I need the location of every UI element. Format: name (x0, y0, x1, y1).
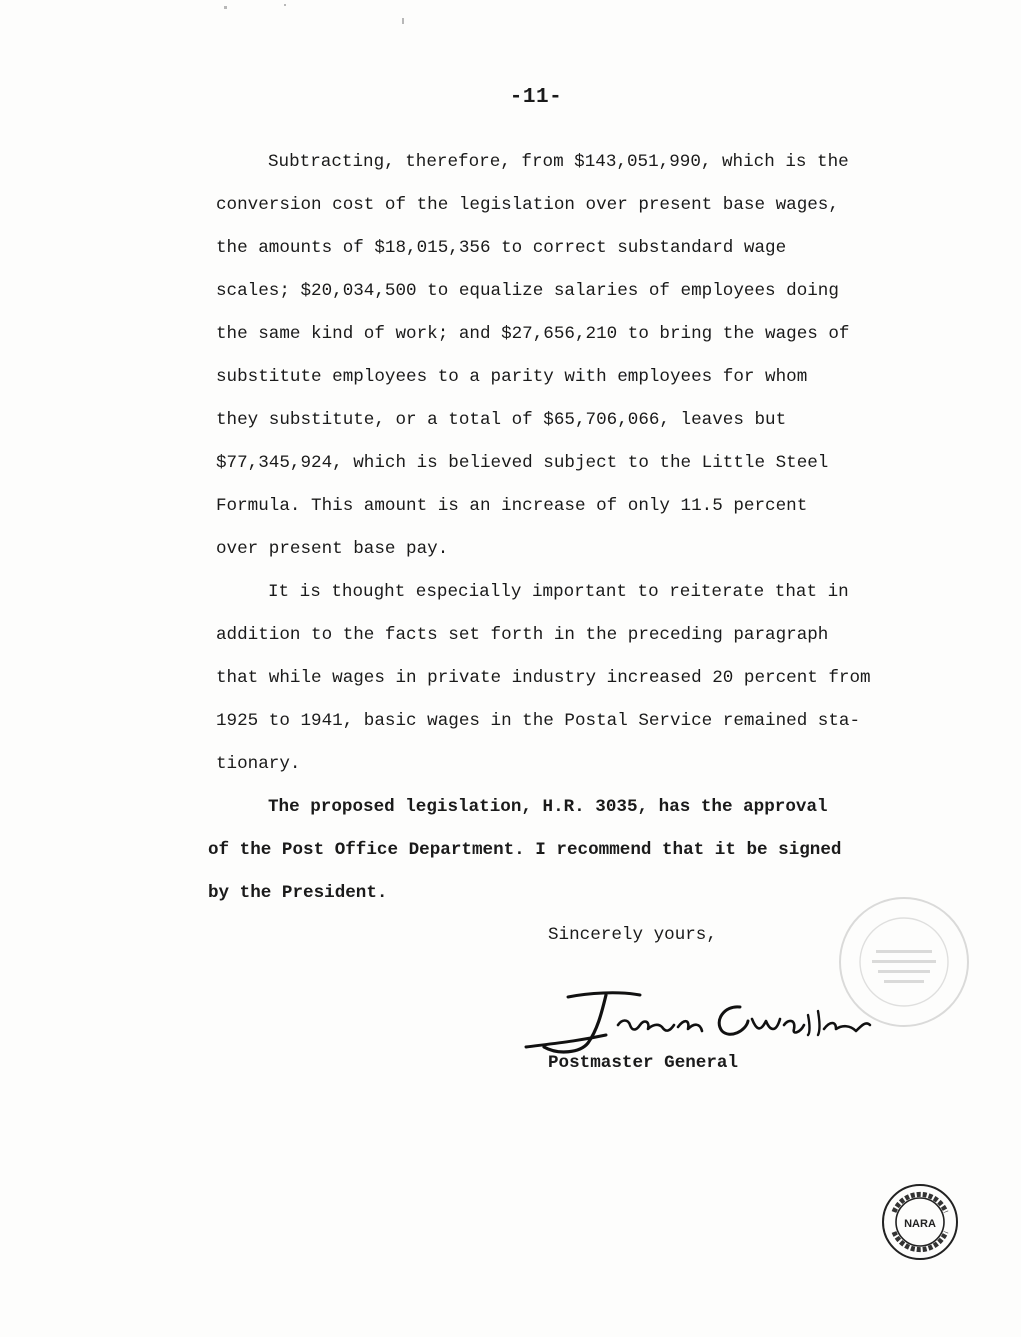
paragraph-2-line-1: It is thought especially important to reiterate that in (268, 582, 849, 602)
paragraph-1-line-10: over present base pay. (216, 539, 449, 559)
paragraph-1-line-2: conversion cost of the legislation over present base wages, (216, 195, 839, 215)
scan-mark (402, 18, 404, 24)
svg-text:NARA: NARA (904, 1218, 936, 1230)
nara-seal (880, 1182, 960, 1262)
paragraph-1-line-6: substitute employees to a parity with employees for whom (216, 367, 808, 387)
paragraph-2-line-4: 1925 to 1941, basic wages in the Postal Service remained sta- (216, 711, 861, 731)
paragraph-3-line-2: of the Post Office Department. I recommend that it be signed (208, 840, 842, 860)
paragraph-1-line-9: Formula. This amount is an increase of only 11.5 percent (216, 496, 808, 516)
scan-mark (284, 4, 286, 6)
closing: Sincerely yours, (548, 925, 717, 945)
archive-stamp-faint (834, 892, 974, 1032)
paragraph-3-line-1: The proposed legislation, H.R. 3035, has the approval (268, 797, 828, 817)
signature-title: Postmaster General (548, 1053, 739, 1073)
paragraph-1-line-4: scales; $20,034,500 to equalize salaries of employees doing (216, 281, 839, 301)
paragraph-1-line-5: the same kind of work; and $27,656,210 to bring the wages of (216, 324, 850, 344)
scan-mark (224, 6, 227, 9)
paragraph-1-line-3: the amounts of $18,015,356 to correct substandard wage (216, 238, 787, 258)
paragraph-1-line-8: $77,345,924, which is believed subject to the Little Steel (216, 453, 829, 473)
paragraph-1-line-7: they substitute, or a total of $65,706,066, leaves but (216, 410, 787, 430)
paragraph-2-line-2: addition to the facts set forth in the preceding paragraph (216, 625, 829, 645)
page-number: -11- (509, 86, 563, 109)
paragraph-2-line-3: that while wages in private industry increased 20 percent from (216, 668, 871, 688)
paragraph-3-line-3: by the President. (208, 883, 388, 903)
paragraph-2-line-5: tionary. (216, 754, 301, 774)
paragraph-1-line-1: Subtracting, therefore, from $143,051,990, which is the (268, 152, 849, 172)
